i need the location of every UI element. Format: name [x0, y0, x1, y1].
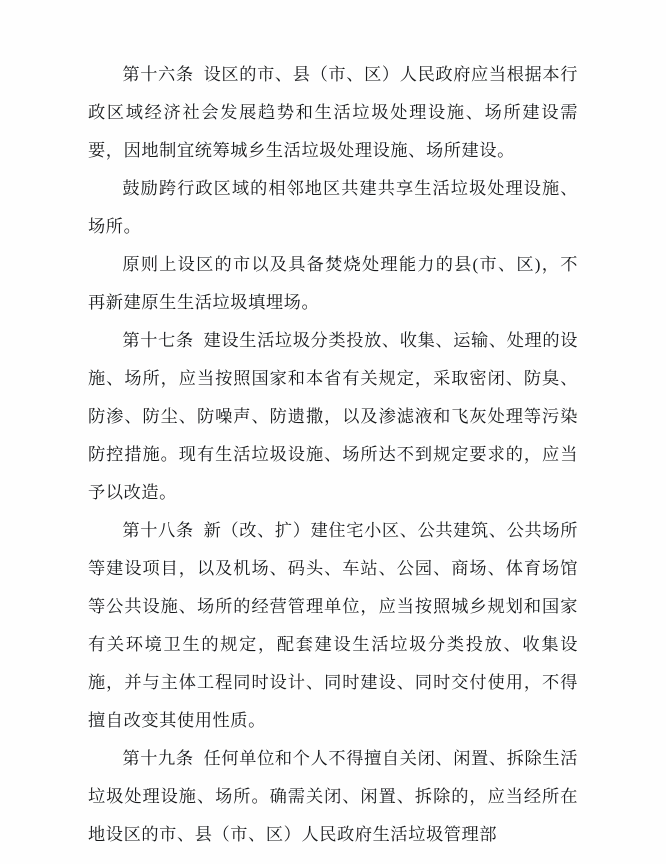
paragraph-article-16-clause-2: 鼓励跨行政区域的相邻地区共建共享生活垃圾处理设施、场所。	[88, 179, 578, 236]
paragraph-article-19: 第十九条 任何单位和个人不得擅自关闭、闲置、拆除生活垃圾处理设施、场所。确需关闭、闲置、拆除的，应当经所在地设区的市、县（市、区）人民政府生活垃圾管理部	[88, 749, 578, 844]
paragraph-article-17: 第十七条 建设生活垃圾分类投放、收集、运输、处理的设施、场所，应当按照国家和本省有关规定，采取密闭、防臭、防渗、防尘、防噪声、防遗撒，以及渗滤液和飞灰处理等污染防控措施。现有生活垃圾设施、场所达不到规定要求的，应当予以改造。	[88, 331, 578, 502]
paragraph-article-18: 第十八条 新（改、扩）建住宅小区、公共建筑、公共场所等建设项目，以及机场、码头、车站、公园、商场、体育场馆等公共设施、场所的经营管理单位，应当按照城乡规划和国家有关环境卫生的规定，配套建设生活垃圾分类投放、收集设施，并与主体工程同时设计、同时建设、同时交付使用，不得擅自改变其使用性质。	[88, 521, 578, 730]
paragraph-article-16: 第十六条 设区的市、县（市、区）人民政府应当根据本行政区域经济社会发展趋势和生活垃圾处理设施、场所建设需要，因地制宜统筹城乡生活垃圾处理设施、场所建设。	[88, 65, 578, 160]
paragraph-article-16-clause-3: 原则上设区的市以及具备焚烧处理能力的县(市、区)，不再新建原生生活垃圾填埋场。	[88, 255, 578, 312]
document-body	[88, 56, 578, 854]
